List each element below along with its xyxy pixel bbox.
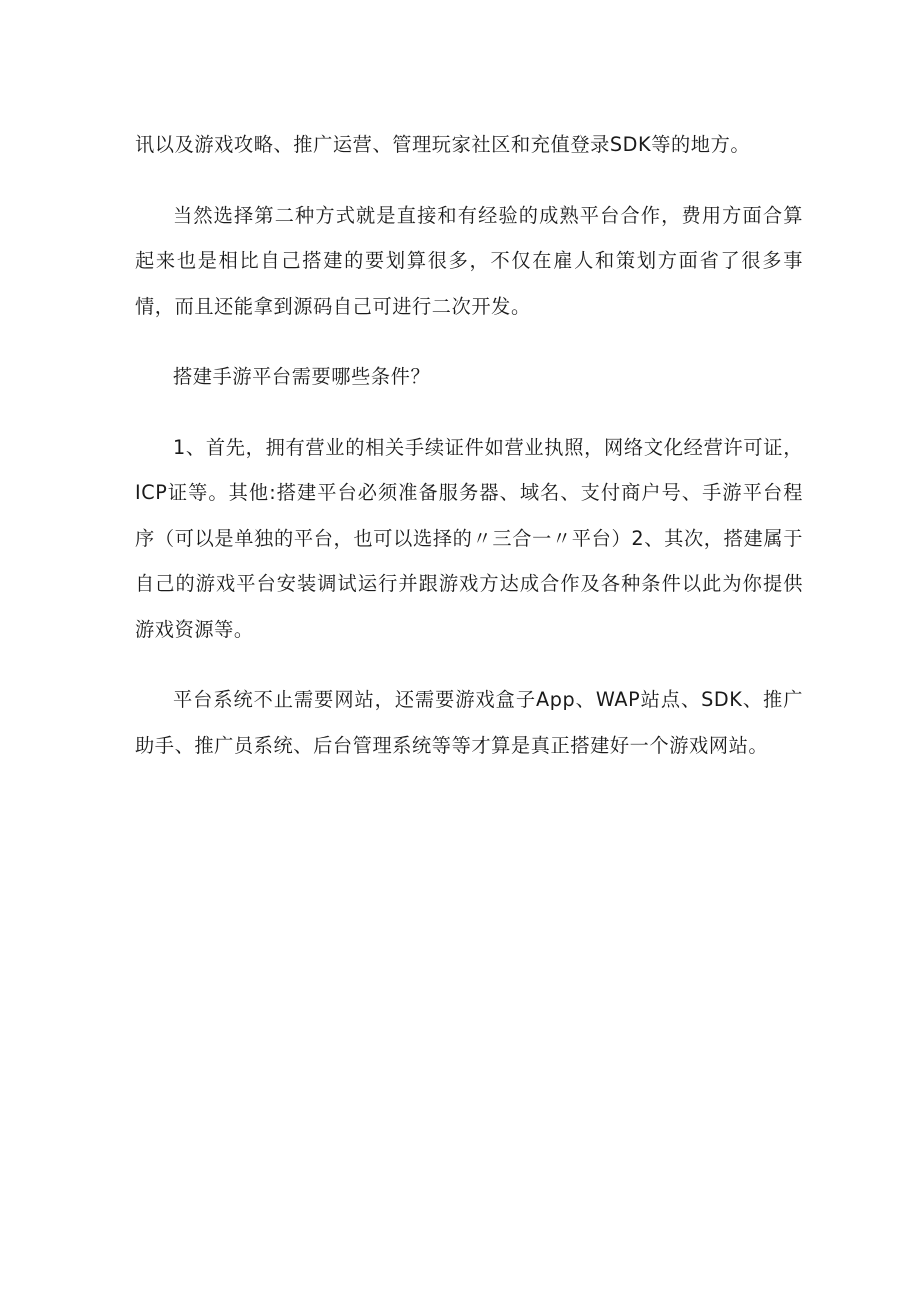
paragraph-requirements: 1、首先，拥有营业的相关手续证件如营业执照，网络文化经营许可证，ICP证等。其他:搭建平台必须准备服务器、域名、支付商户号、手游平台程序（可以是单独的平台，也可以选择的〃三合一〃平台）2、其次，搭建属于自己的游戏平台安装调试运行并跟游戏方达成合作及各种条件以此为你提供游戏资源等。 (135, 435, 803, 641)
document-body (135, 122, 803, 768)
paragraph-question-heading: 搭建手游平台需要哪些条件？ (173, 365, 431, 388)
paragraph-continued: 讯以及游戏攻略、推广运营、管理玩家社区和充值登录SDK等的地方。 (135, 133, 751, 156)
paragraph-platform-system: 平台系统不止需要网站，还需要游戏盒子App、WAP站点、SDK、推广助手、推广员系统、后台管理系统等等才算是真正搭建好一个游戏网站。 (135, 688, 803, 757)
paragraph-platform-cooperation: 当然选择第二种方式就是直接和有经验的成熟平台合作，费用方面合算起来也是相比自己搭建的要划算很多，不仅在雇人和策划方面省了很多事情，而且还能拿到源码自己可进行二次开发。 (135, 203, 803, 318)
